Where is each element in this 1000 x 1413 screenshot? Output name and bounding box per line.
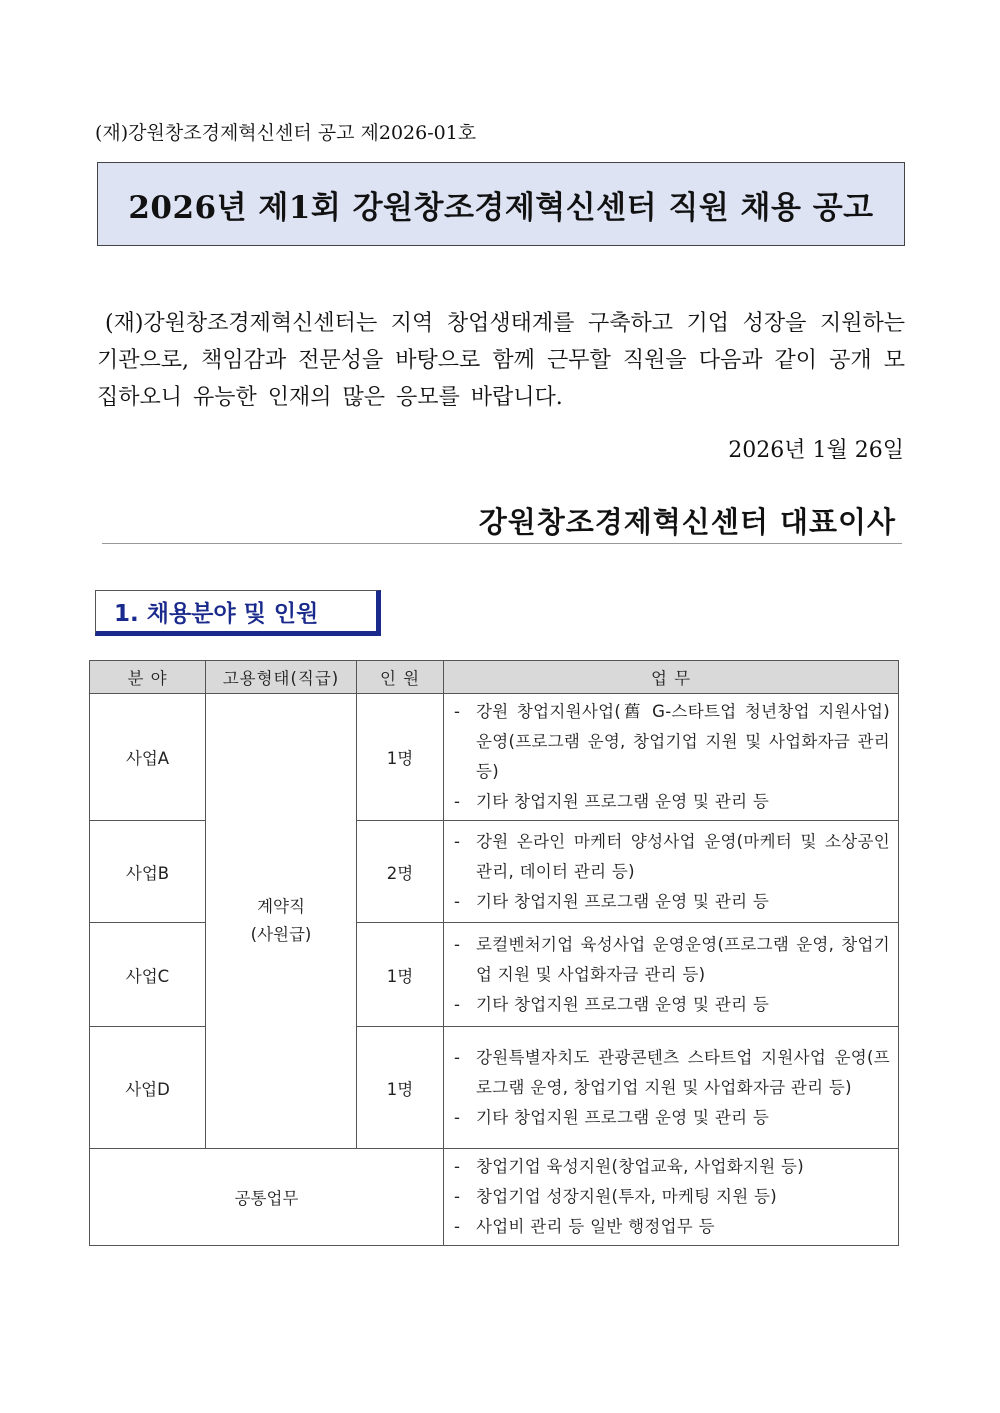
header-field: 분 야 (90, 661, 206, 694)
headcount-cell: 1명 (357, 1027, 444, 1149)
page-title: 2026년 제1회 강원창조경제혁신센터 직원 채용 공고 (128, 189, 874, 226)
duty-item: - 기타 창업지원 프로그램 운영 및 관리 등 (454, 787, 890, 817)
duty-item: - 강원 온라인 마케터 양성사업 운영(마케터 및 소상공인 관리, 데이터 관리 등) (454, 827, 890, 887)
signature: 강원창조경제혁신센터 대표이사 (102, 500, 902, 544)
duties-cell (444, 923, 899, 1027)
duties-cell (444, 1149, 899, 1246)
common-duties-label: 공통업무 (90, 1149, 444, 1246)
duty-item: - 강원 창업지원사업(舊 G-스타트업 청년창업 지원사업) 운영(프로그램 운영, 창업기업 지원 및 사업화자금 관리 등) (454, 697, 890, 787)
recruitment-table (89, 660, 899, 1246)
employment-type-cell: 계약직 (사원급) (206, 694, 357, 1149)
intro-paragraph: (재)강원창조경제혁신센터는 지역 창업생태계를 구축하고 기업 성장을 지원하는 기관으로, 책임감과 전문성을 바탕으로 함께 근무할 직원을 다음과 같이 공개 모집하오니 유능한 인재의 많은 응모를 바랍니다. (97, 311, 905, 410)
table-row (90, 694, 899, 821)
field-cell: 사업A (90, 694, 206, 821)
duty-item: - 기타 창업지원 프로그램 운영 및 관리 등 (454, 887, 890, 917)
duty-item: - 창업기업 육성지원(창업교육, 사업화지원 등) (454, 1152, 890, 1182)
duties-cell (444, 694, 899, 821)
duties-cell (444, 821, 899, 923)
duty-item: - 로컬벤처기업 육성사업 운영운영(프로그램 운영, 창업기업 지원 및 사업화자금 관리 등) (454, 930, 890, 990)
headcount-cell: 1명 (357, 694, 444, 821)
section-heading-recruitment: 1. 채용분야 및 인원 (95, 590, 381, 636)
table-header-row (90, 661, 899, 694)
duty-item: - 기타 창업지원 프로그램 운영 및 관리 등 (454, 1103, 890, 1133)
notice-date: 2026년 1월 26일 (728, 438, 904, 463)
field-cell: 사업D (90, 1027, 206, 1149)
header-duties: 업 무 (444, 661, 899, 694)
header-headcount: 인 원 (357, 661, 444, 694)
title-box (97, 162, 905, 246)
duty-item: - 강원특별자치도 관광콘텐츠 스타트업 지원사업 운영(프로그램 운영, 창업기업 지원 및 사업화자금 관리 등) (454, 1043, 890, 1103)
notice-number: (재)강원창조경제혁신센터 공고 제2026-01호 (95, 122, 477, 144)
duty-item: - 창업기업 성장지원(투자, 마케팅 지원 등) (454, 1182, 890, 1212)
field-cell: 사업C (90, 923, 206, 1027)
header-employment-type: 고용형태(직급) (206, 661, 357, 694)
table-row-common (90, 1149, 899, 1246)
headcount-cell: 1명 (357, 923, 444, 1027)
duty-item: - 기타 창업지원 프로그램 운영 및 관리 등 (454, 990, 890, 1020)
headcount-cell: 2명 (357, 821, 444, 923)
duties-cell (444, 1027, 899, 1149)
field-cell: 사업B (90, 821, 206, 923)
duty-item: - 사업비 관리 등 일반 행정업무 등 (454, 1212, 890, 1242)
